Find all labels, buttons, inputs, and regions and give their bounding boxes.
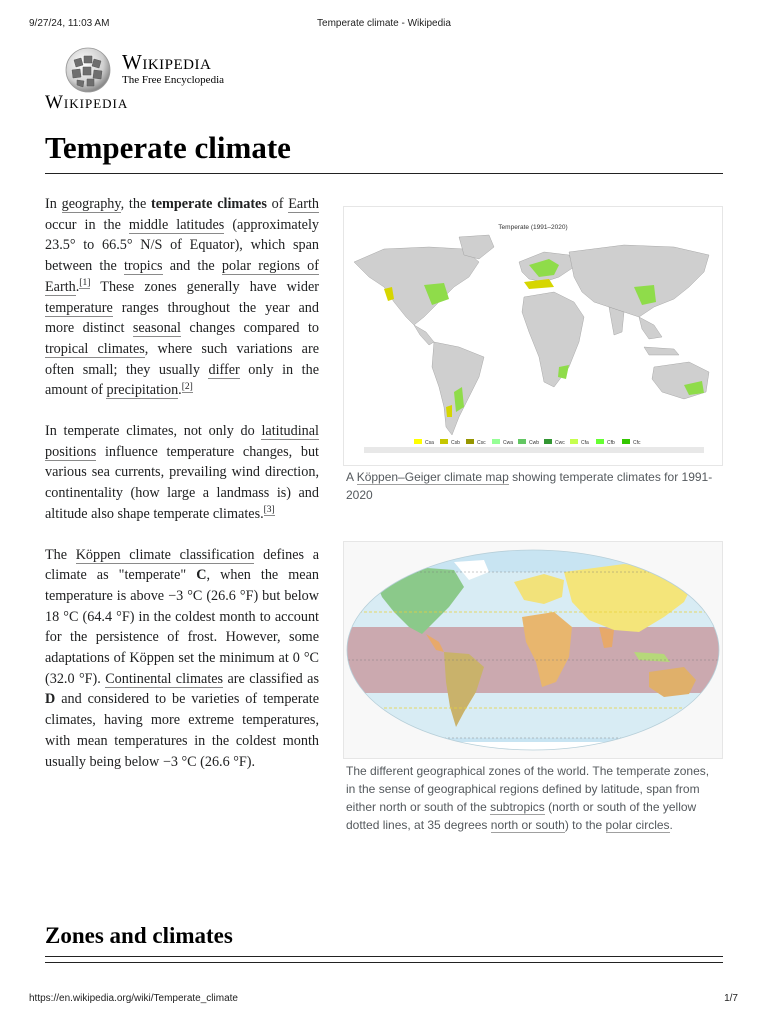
legend-label: Cwb [529, 440, 540, 446]
text: . [75, 278, 80, 295]
bold-term: D [45, 691, 56, 708]
print-page-count: 1/7 [724, 993, 738, 1004]
text: These zones generally have wider [90, 278, 319, 295]
link-polar-regions[interactable]: polar regions of Earth [45, 258, 319, 295]
article-body [45, 194, 319, 792]
print-url: https://en.wikipedia.org/wiki/Temperate_climate [29, 993, 238, 1004]
legend-label: Cfc [633, 440, 641, 446]
link-middle-latitudes[interactable]: middle latitudes [128, 216, 225, 233]
legend-swatch [440, 439, 448, 444]
paragraph-intro [45, 194, 319, 401]
page-title: Temperate climate [45, 130, 291, 165]
link-precipitation[interactable]: precipitation [106, 382, 179, 399]
wikipedia-wordmark[interactable]: Wikipedia [122, 50, 212, 74]
text: occur in the [45, 216, 129, 233]
legend-label: Csc [477, 440, 486, 446]
south-temperate-zone [344, 693, 722, 738]
legend-swatch [414, 439, 422, 444]
section-divider [45, 956, 723, 957]
link-polar-circles[interactable]: polar circles [605, 818, 670, 832]
link-earth[interactable]: Earth [288, 196, 319, 212]
print-page-title: Temperate climate - Wikipedia [317, 18, 451, 29]
legend-swatch [596, 439, 604, 444]
title-divider [45, 173, 723, 174]
text: , where such variations are often small; they usually [45, 340, 319, 378]
text: and considered to be varieties of temperate climates, having more extreme temperatures, with mean temperatures in the coldest month usually being below −3 °C (26.6 °F). [45, 691, 319, 770]
legend-swatch [466, 439, 474, 444]
text: . [178, 382, 182, 399]
legend-swatch [570, 439, 578, 444]
text: and the [162, 258, 222, 275]
legend-swatch [544, 439, 552, 444]
section-divider [45, 962, 723, 963]
link-subtropics[interactable]: subtropics [490, 800, 545, 814]
wikipedia-globe-icon[interactable] [64, 46, 112, 94]
koppen-map-graphic [344, 207, 722, 465]
link-koppen-classification[interactable]: Köppen climate classification [75, 546, 255, 563]
link-tropical-climates[interactable]: tropical climates [45, 340, 145, 357]
wikipedia-tagline: The Free Encyclopedia [122, 74, 225, 86]
bold-term: temperate climates [151, 196, 267, 212]
legend-label: Cwc [555, 440, 565, 446]
map-title: Temperate (1991–2020) [498, 224, 568, 231]
legend-swatch [518, 439, 526, 444]
legend-swatch [622, 439, 630, 444]
link-geography[interactable]: geography [61, 196, 121, 212]
text: (north or south of the yellow dotted lines, at 35 degrees [346, 800, 697, 832]
text: showing temperate climates for 1991-2020 [346, 470, 713, 502]
reference-3[interactable]: [3] [263, 505, 275, 516]
link-latitudinal-positions[interactable]: latitudinal positions [45, 423, 319, 460]
legend-label: Csa [425, 440, 434, 446]
text: . [669, 818, 673, 832]
text: of [266, 196, 289, 212]
bold-term: C [196, 567, 207, 584]
paragraph-koppen [45, 545, 319, 773]
section-heading-zones: Zones and climates [45, 923, 233, 948]
text: ranges throughout the year and more distinct [45, 299, 319, 337]
figure1-caption [346, 468, 718, 504]
text: , when the mean temperature is above −3 °C (26.6 °F) but below 18 °C (64.4 °F) in the coldest month to account for the persistence of frost. However, some adaptations of Köppen set the minimum at 0 °C (32.0 °F). [45, 567, 319, 687]
legend-label: Cwa [503, 440, 514, 446]
legend-label: Cfb [607, 440, 615, 446]
print-datetime: 9/27/24, 11:03 AM [29, 18, 110, 29]
reference-1[interactable]: [1] [79, 278, 91, 289]
geographical-zones-map[interactable] [343, 541, 723, 759]
paragraph-factors [45, 421, 319, 525]
figure2-caption [346, 762, 718, 834]
legend-label: Csb [451, 440, 460, 446]
link-differ[interactable]: differ [208, 361, 240, 378]
text: , the [120, 196, 152, 212]
link-koppen-geiger-map[interactable]: Köppen–Geiger climate map [356, 470, 509, 484]
reference-2[interactable]: [2] [181, 381, 193, 392]
link-continental-climates[interactable]: Continental climates [105, 670, 224, 687]
text: are classified as [223, 670, 319, 687]
text: (approximately 23.5° to 66.5° N/S of Equator), which span between the [45, 216, 319, 275]
text: defines a climate as "temperate" [45, 546, 319, 584]
wikipedia-wordmark-small[interactable]: Wikipedia [45, 92, 129, 113]
link-seasonal[interactable]: seasonal [132, 320, 181, 337]
legend-swatch [492, 439, 500, 444]
arctic-zone [344, 542, 722, 572]
text: In [45, 196, 62, 212]
text: The [45, 546, 76, 563]
text: influence temperature changes, but various sea currents, prevailing wind direction, continentality (how large a landmass is) and altitude also shape temperate climates. [45, 443, 319, 522]
koppen-climate-map[interactable] [343, 206, 723, 466]
text: changes compared to [180, 320, 319, 337]
link-north-or-south[interactable]: north or south [490, 818, 565, 832]
text: The different geographical zones of the world. The temperate zones, in the sense of geographical regions defined by latitude, span from either north or south of the [346, 764, 710, 814]
text: A [346, 470, 357, 484]
zones-map-graphic [344, 542, 722, 758]
legend-label: Cfa [581, 440, 589, 446]
link-temperature[interactable]: temperature [45, 299, 113, 316]
text: In temperate climates, not only do [45, 423, 262, 440]
link-tropics[interactable]: tropics [123, 258, 163, 275]
text: only in the amount of [45, 361, 319, 399]
text: ) to the [564, 818, 606, 832]
